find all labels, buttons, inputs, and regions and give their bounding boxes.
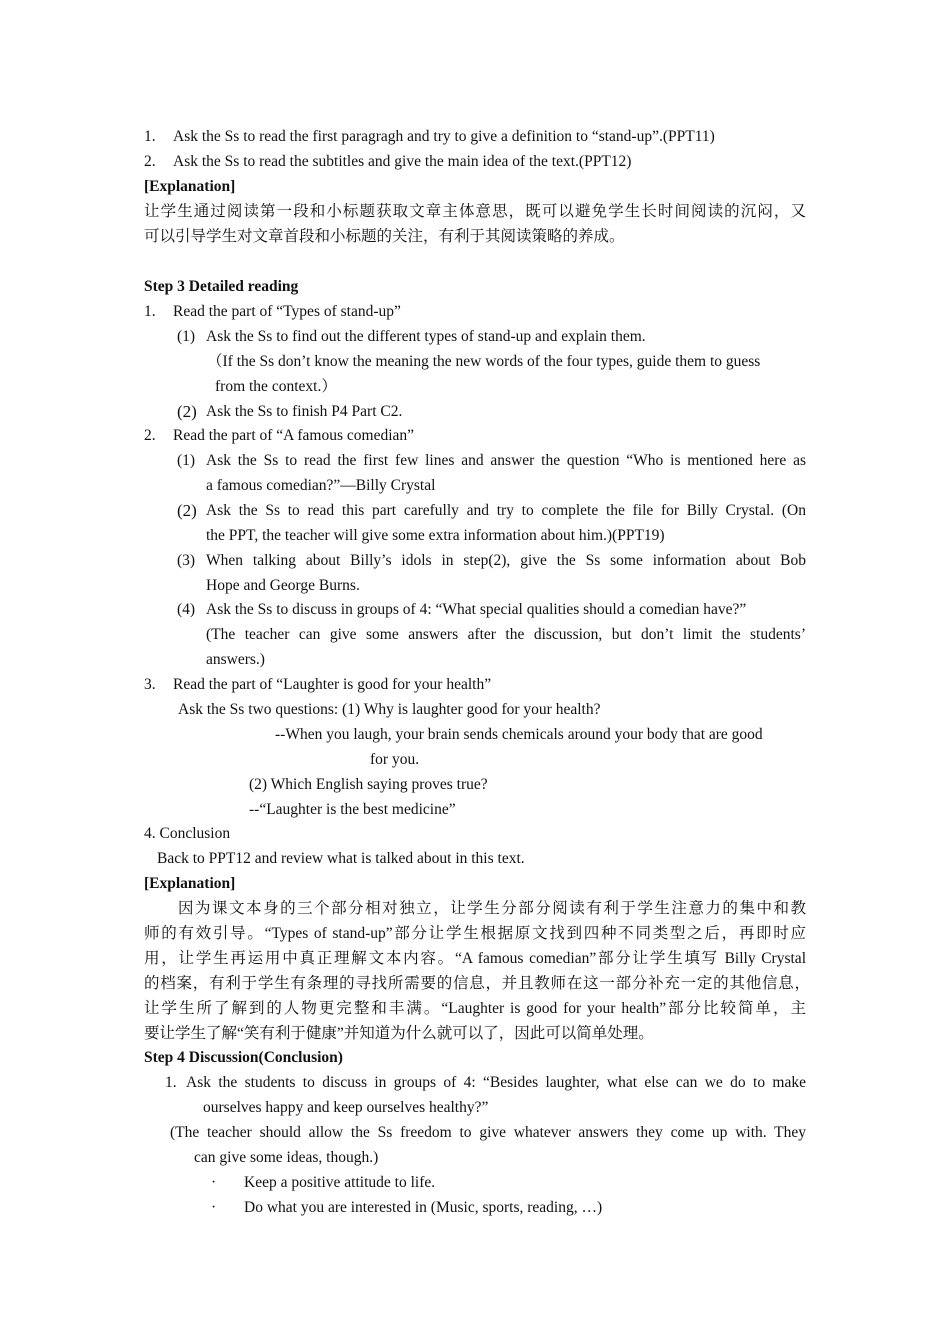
text-line: 可以引导学生对文章首段和小标题的关注，有利于其阅读策略的养成。 — [144, 228, 625, 245]
text-line: from the context.） — [215, 378, 337, 395]
text-line: (The teacher can give some answers after the discussion, but don’t limit the students’ — [206, 626, 806, 643]
section-heading: Step 3 Detailed reading — [144, 278, 299, 295]
list-number: 1. — [144, 128, 156, 145]
list-item: Keep a positive attitude to life. — [244, 1174, 436, 1191]
text-line: --“Laughter is the best medicine” — [249, 801, 456, 818]
text-line: When talking about Billy’s idols in step(2), give the Ss some information about Bob — [206, 552, 806, 569]
text-line: Back to PPT12 and review what is talked about in this text. — [157, 850, 525, 867]
list-number: 3. — [144, 676, 156, 693]
text-line: can give some ideas, though.) — [194, 1149, 379, 1166]
list-number: (3) — [177, 552, 196, 569]
text-line: 4. Conclusion — [144, 825, 231, 842]
text-line: Read the part of “A famous comedian” — [173, 427, 415, 444]
text-line: (The teacher should allow the Ss freedom to give whatever answers they come up with. They — [170, 1124, 806, 1141]
list-number: 2. — [144, 153, 156, 170]
text-line: Ask the students to discuss in groups of 4: “Besides laughter, what else can we do to make — [186, 1074, 806, 1091]
section-heading: [Explanation] — [144, 875, 236, 892]
text-line: answers.) — [206, 651, 265, 668]
list-number: (1) — [177, 328, 196, 345]
list-number: 1. — [165, 1074, 177, 1091]
text-line: 让学生通过阅读第一段和小标题获取文章主体意思，既可以避免学生长时间阅读的沉闷，又 — [144, 203, 806, 220]
list-number: (2) — [177, 402, 197, 421]
bullet-icon: · — [211, 1174, 217, 1191]
text-line: Ask the Ss to read the subtitles and give the main idea of the text.(PPT12) — [173, 153, 632, 170]
text-line: the PPT, the teacher will give some extra information about him.)(PPT19) — [206, 527, 665, 544]
text-line: Ask the Ss to read this part carefully and try to complete the file for Billy Crystal. (On — [206, 502, 806, 519]
text-line: Ask the Ss to discuss in groups of 4: “What special qualities should a comedian have?” — [206, 601, 747, 618]
text-line: Ask the Ss to find out the different types of stand-up and explain them. — [206, 328, 646, 345]
text-line: Read the part of “Laughter is good for your health” — [173, 676, 492, 693]
text-line: Read the part of “Types of stand-up” — [173, 303, 401, 320]
text-line: Hope and George Burns. — [206, 577, 360, 594]
text-line: (2) Which English saying proves true? — [249, 776, 488, 793]
list-item: Do what you are interested in (Music, sports, reading, …) — [244, 1199, 603, 1216]
text-line: 要让学生了解“笑有利于健康”并知道为什么就可以了，因此可以简单处理。 — [144, 1025, 654, 1042]
text-line: Ask the Ss two questions: (1) Why is laughter good for your health? — [178, 701, 601, 718]
text-line: --When you laugh, your brain sends chemicals around your body that are good — [275, 726, 763, 743]
bullet-icon: · — [211, 1199, 217, 1216]
list-number: (2) — [177, 501, 197, 520]
text-line: 因为课文本身的三个部分相对独立，让学生分部分阅读有利于学生注意力的集中和教 — [178, 900, 806, 917]
text-line: （If the Ss don’t know the meaning the new words of the four types, guide them to guess — [207, 353, 761, 370]
text-line: for you. — [370, 751, 420, 768]
list-number: 1. — [144, 303, 156, 320]
text-line: a famous comedian?”—Billy Crystal — [206, 477, 436, 494]
text-line: ourselves happy and keep ourselves healthy?” — [203, 1099, 489, 1116]
text-line: Ask the Ss to read the first few lines and answer the question “Who is mentioned here as — [206, 452, 806, 469]
section-heading: Step 4 Discussion(Conclusion) — [144, 1049, 343, 1066]
text-line: 的档案，有利于学生有条理的寻找所需要的信息，并且教师在这一部分补充一定的其他信息， — [144, 975, 810, 992]
text-line: Ask the Ss to read the first paragragh and try to give a definition to “stand-up”.(PPT11) — [173, 128, 715, 145]
list-number: (1) — [177, 452, 196, 469]
text-line: 用，让学生再运用中真正理解文本内容。“A famous comedian”部分让学生填写 Billy Crystal — [144, 950, 806, 967]
section-heading: [Explanation] — [144, 178, 236, 195]
list-number: (4) — [177, 601, 196, 618]
text-line: 让学生所了解到的人物更完整和丰满。“Laughter is good for your health”部分比较简单，主 — [144, 1000, 806, 1017]
list-number: 2. — [144, 427, 156, 444]
text-line: 师的有效引导。“Types of stand-up”部分让学生根据原文找到四种不同类型之后，再即时应 — [144, 925, 806, 942]
text-line: Ask the Ss to finish P4 Part C2. — [206, 403, 403, 420]
